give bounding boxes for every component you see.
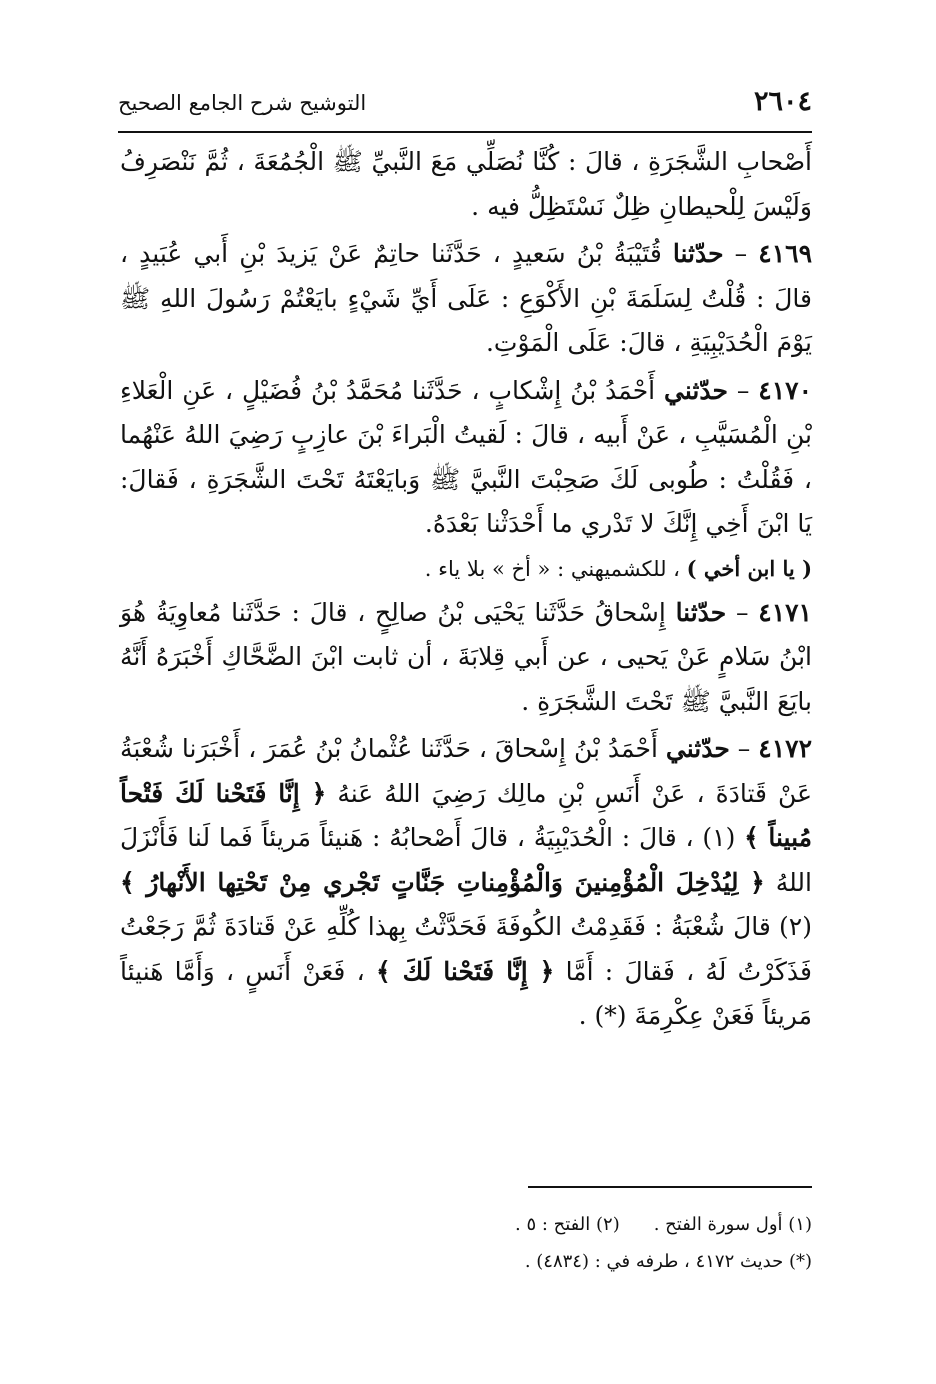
quran-quote: ﴿ إِنَّا فَتَحْنا لَكَ فَتْحاً مُبيناً ﴾ [120, 778, 812, 852]
narration-keyword: حدّثنا [672, 239, 724, 268]
hadith-text-part: (١) ، قالَ : الْحُدَيْبِيَةُ ، قالَ أَصْحابُهُ : هَنيئاً مَريئاً فَما لَنا فَأَنْزَلَ اللهُ [120, 823, 812, 897]
paragraph-continuation [120, 140, 812, 229]
header-rule [118, 131, 812, 133]
hadith-4170: ٤١٧٠ – حدّثني أَحْمَدُ بْنُ إِشْكابٍ ، حَدَّثَنا مُحَمَّدُ بْنُ فُضَيْلٍ ، عَنِ الْعَلاءِ بْنِ الْمُسَيَّبِ ، عَنْ أَبيه ، قالَ : لَقيتُ الْبَراءَ بْنَ عازِبٍ رَضِيَ اللهُ عَنْهُما ، فَقُلْتُ : طُوبى لَكَ صَحِبْتَ النَّبيَّ ﷺ وَبايَعْتَهُ تَحْتَ الشَّجَرَةِ ، فَقالَ: يَا ابْنَ أَخِي إِنَّكَ لا تَدْري ما أَحْدَثْنا بَعْدَهُ. [120, 375, 812, 538]
hadith-number: ٤١٧٢ [758, 734, 812, 763]
hadith-number: ٤١٧٠ [758, 375, 812, 405]
hadith-text-part: (٢) قالَ شُعْبَةُ : فَقَدِمْتُ الكُوفَةَ فَحَدَّثْتُ بِهذا كُلِّهِ عَنْ قَتادَةَ ثُمَّ رَجَعْتُ فَذَكَرْتُ لَهُ ، فَقالَ : أَمَّا [120, 912, 812, 986]
hadith-text: قُتَيْبَةُ بْنُ سَعيدٍ ، حَدَّثَنا حاتِمٌ عَنْ يَزيدَ بْنِ أَبي عُبَيدٍ ، قالَ : قُلْتُ لِسَلَمَةَ بْنِ الأَكْوَعِ : عَلَى أَيِّ شَيْءٍ بايَعْتُمْ رَسُولَ اللهِ ﷺ يَوْمَ الْحُدَيْبِيَةِ ، قالَ: عَلَى الْمَوْتِ. [120, 239, 812, 357]
footnote-line [300, 1206, 812, 1243]
hadith-4172: ٤١٧٢ – حدّثني أَحْمَدُ بْنُ إِسْحاقَ ، حَدَّثَنا عُثْمانُ بْنُ عُمَرَ ، أَخْبَرَنا شُعْبَةُ عَنْ قَتادَةَ ، عَنْ أَنَسِ بْنِ مالِك رَضِيَ اللهُ عَنهُ ﴿ إِنَّا فَتَحْنا لَكَ فَتْحاً مُبيناً ﴾ (١) ، قالَ : الْحُدَيْبِيَةُ ، قالَ أَصْحابُهُ : هَنيئاً مَريئاً فَما لَنا فَأَنْزَلَ اللهُ ﴿ لِيُدْخِلَ الْمُؤْمِنينَ وَالْمُؤْمِناتِ جَنَّاتٍ تَجْري مِنْ تَحْتِها الأَنْهارُ ﴾ (٢) قالَ شُعْبَةُ : فَقَدِمْتُ الكُوفَةَ فَحَدَّثْتُ بِهذا كُلِّهِ عَنْ قَتادَةَ ثُمَّ رَجَعْتُ فَذَكَرْتُ لَهُ ، فَقالَ : أَمَّا ﴿ إِنَّا فَتَحْنا لَكَ ﴾ ، فَعَنْ أَنَسٍ ، وَأَمَّا هَنيئاً مَريئاً فَعَنْ عِكْرِمَةَ (*) . [120, 734, 812, 1030]
commentary-note [120, 547, 812, 591]
footnote-2: (٢) الفتح : ٥ . [515, 1214, 620, 1235]
hadith-text-part: ، فَعَنْ أَنَسٍ ، وَأَمَّا هَنيئاً مَريئاً فَعَنْ عِكْرِمَةَ (*) . [120, 956, 812, 1030]
footnotes [300, 1206, 812, 1280]
note-text: ، للكشميهني : « أخ » بلا ياء . [424, 556, 680, 581]
hadith-4171: ٤١٧١ – حدّثنا إِسْحاقُ حَدَّثَنا يَحْيَى بْنُ صالِحٍ ، قالَ : حَدَّثَنا مُعاوِيَةُ هُوَ ابْنُ سَلامٍ عَنْ يَحيى ، عن أَبي قِلابَةَ ، أن ثابت ابْنَ الضَّحَّاكِ أَخْبَرَهُ أَنَّهُ بايَعَ النَّبيَّ ﷺ تَحْتَ الشَّجَرَةِ . [120, 597, 812, 716]
footnote-rule [528, 1186, 812, 1188]
paragraph-text: أَصْحابِ الشَّجَرَةِ ، قالَ : كُنَّا نُصَلِّي مَعَ النَّبيِّ ﷺ الْجُمُعَةَ ، ثُمَّ نَنْصَرِفُ وَلَيْسَ لِلْحيطانِ ظِلٌ نَسْتَظِلُّ فيه . [120, 147, 812, 221]
narration-keyword: حدّثني [665, 734, 730, 763]
hadith-number: ٤١٧١ [758, 597, 812, 627]
narration-keyword: حدّثني [664, 375, 728, 405]
hadith-text: إِسْحاقُ حَدَّثَنا يَحْيَى بْنُ صالِحٍ ، قالَ : حَدَّثَنا مُعاوِيَةُ هُوَ ابْنُ سَلامٍ عَنْ يَحيى ، عن أَبي قِلابَةَ ، أن ثابت ابْنَ الضَّحَّاكِ أَخْبَرَهُ أَنَّهُ بايَعَ النَّبيَّ ﷺ تَحْتَ الشَّجَرَةِ . [120, 597, 812, 716]
narration-keyword: حدّثنا [675, 597, 727, 627]
running-title: التوشيح شرح الجامع الصحيح [118, 91, 367, 115]
note-lemma: ( يا ابن أخي ) [686, 555, 812, 581]
footnote-1: (١) أول سورة الفتح . [653, 1214, 812, 1235]
footnote-line [300, 1243, 812, 1280]
page-number: ٢٦٠٤ [753, 86, 812, 117]
hadith-text-part: أَحْمَدُ بْنُ إِسْحاقَ ، حَدَّثَنا عُثْمانُ بْنُ عُمَرَ ، أَخْبَرَنا شُعْبَةُ عَنْ قَتادَةَ ، عَنْ أَنَسِ بْنِ مالِك رَضِيَ اللهُ عَنهُ [120, 734, 812, 808]
quran-quote: ﴿ إِنَّا فَتَحْنا لَكَ ﴾ [375, 956, 555, 986]
hadith-number: ٤١٦٩ [758, 239, 812, 268]
hadith-4169: ٤١٦٩ – حدّثنا قُتَيْبَةُ بْنُ سَعيدٍ ، حَدَّثَنا حاتِمٌ عَنْ يَزيدَ بْنِ أَبي عُبَيدٍ ، قالَ : قُلْتُ لِسَلَمَةَ بْنِ الأَكْوَعِ : عَلَى أَيِّ شَيْءٍ بايَعْتُمْ رَسُولَ اللهِ ﷺ يَوْمَ الْحُدَيْبِيَةِ ، قالَ: عَلَى الْمَوْتِ. [120, 239, 812, 357]
page-header [118, 84, 812, 124]
quran-quote: ﴿ لِيُدْخِلَ الْمُؤْمِنينَ وَالْمُؤْمِناتِ جَنَّاتٍ تَجْري مِنْ تَحْتِها الأَنْهارُ ﴾ [120, 867, 765, 897]
footnote-3: (*) حديث ٤١٧٢ ، طرفه في : (٤٨٣٤) . [524, 1251, 812, 1272]
page-body [120, 140, 812, 1039]
hadith-text: أَحْمَدُ بْنُ إِشْكابٍ ، حَدَّثَنا مُحَمَّدُ بْنُ فُضَيْلٍ ، عَنِ الْعَلاءِ بْنِ الْمُسَيَّبِ ، عَنْ أَبيه ، قالَ : لَقيتُ الْبَراءَ بْنَ عازِبٍ رَضِيَ اللهُ عَنْهُما ، فَقُلْتُ : طُوبى لَكَ صَحِبْتَ النَّبيَّ ﷺ وَبايَعْتَهُ تَحْتَ الشَّجَرَةِ ، فَقالَ: يَا ابْنَ أَخِي إِنَّكَ لا تَدْري ما أَحْدَثْنا بَعْدَهُ. [120, 375, 812, 538]
